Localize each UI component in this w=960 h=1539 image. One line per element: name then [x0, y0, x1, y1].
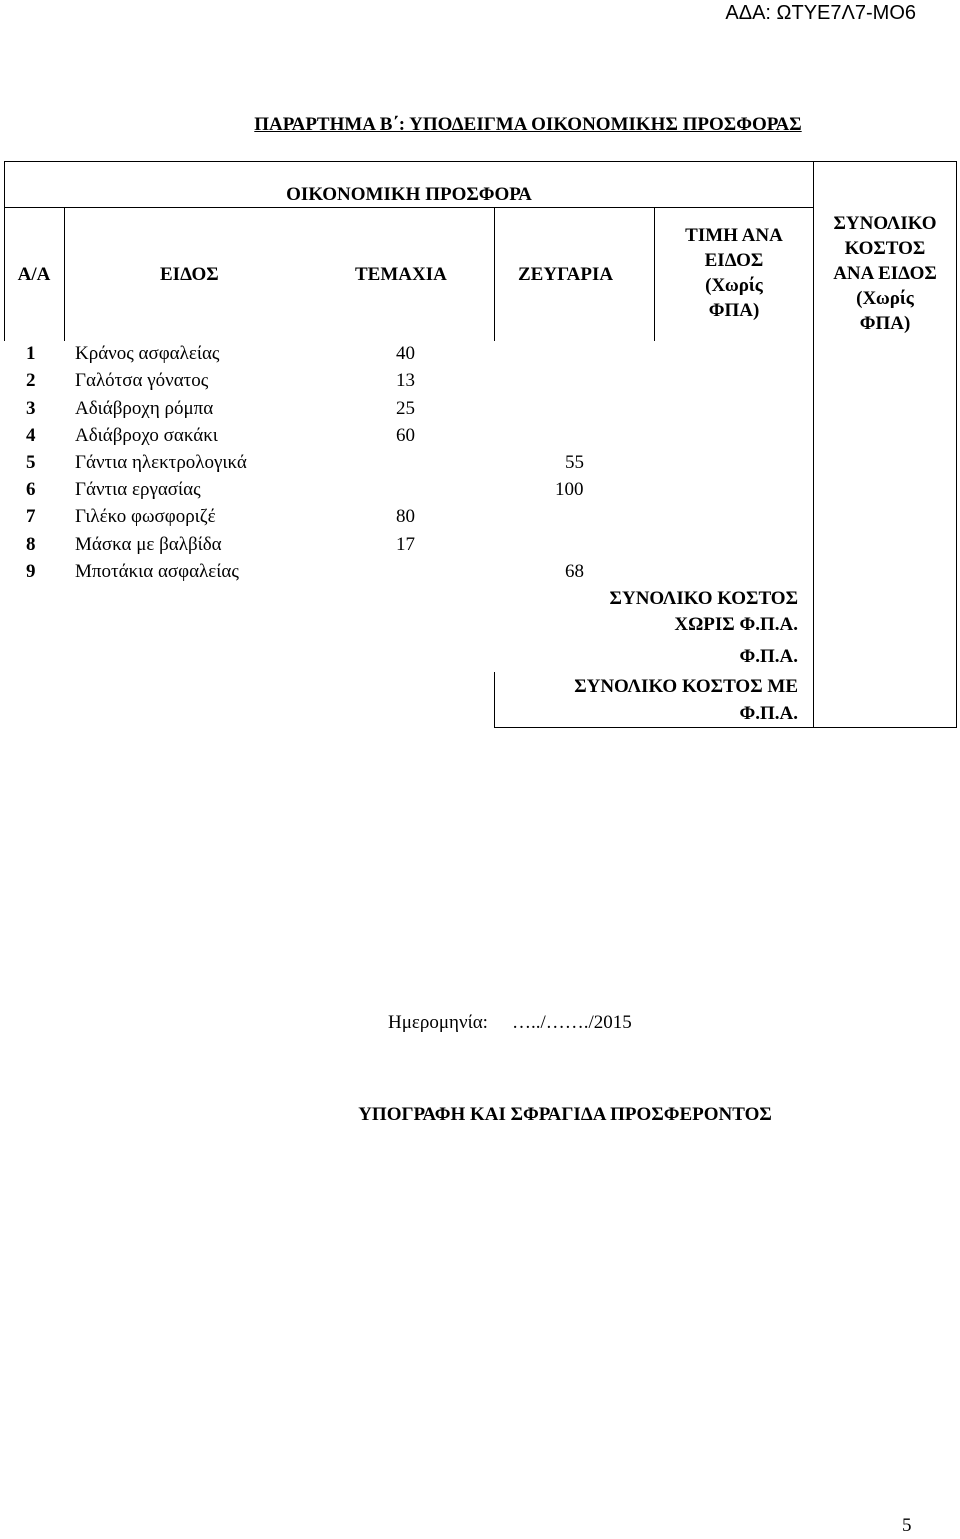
header-pairs: ΖΕΥΓΑΡΙΑ [518, 264, 614, 285]
signature-label: ΥΠΟΓΡΑΦΗ ΚΑΙ ΣΦΡΑΓΙΔΑ ΠΡΟΣΦΕΡΟΝΤΟΣ [358, 1104, 772, 1125]
document-title: ΠΑΡΑΡΤΗΜΑ Β΄: ΥΠΟΔΕΙΓΜΑ ΟΙΚΟΝΟΜΙΚΗΣ ΠΡΟΣΦΟΡΑΣ [254, 114, 802, 135]
ada-code: ΑΔΑ: ΩΤΥΕ7Λ7-ΜΟ6 [725, 2, 916, 24]
header-aa: Α/Α [17, 264, 51, 285]
total-with-vat-label: ΣΥΝΟΛΙΚΟ ΚΟΣΤΟΣ ΜΕ Φ.Π.Α. [574, 676, 798, 724]
date-line [388, 1012, 632, 1034]
header-unit-price: ΤΙΜΗ ΑΝΑ ΕΙΔΟΣ (Χωρίς ΦΠΑ) [685, 225, 783, 321]
total-without-vat-label: ΣΥΝΟΛΙΚΟ ΚΟΣΤΟΣ ΧΩΡΙΣ Φ.Π.Α. [609, 588, 798, 635]
header-total-cost: ΣΥΝΟΛΙΚΟ ΚΟΣΤΟΣ ΑΝΑ ΕΙΔΟΣ (Χωρίς ΦΠΑ) [833, 213, 937, 334]
date-label: Ημερομηνία: [388, 1012, 488, 1033]
header-pieces: ΤΕΜΑΧΙΑ [355, 264, 447, 285]
vat-label: Φ.Π.Α. [739, 646, 798, 667]
table-caption: ΟΙΚΟΝΟΜΙΚΗ ΠΡΟΣΦΟΡΑ [286, 184, 532, 205]
date-value: …../……./2015 [511, 1012, 632, 1033]
page-number: 5 [902, 1515, 912, 1536]
header-item: ΕΙΔΟΣ [160, 264, 219, 285]
